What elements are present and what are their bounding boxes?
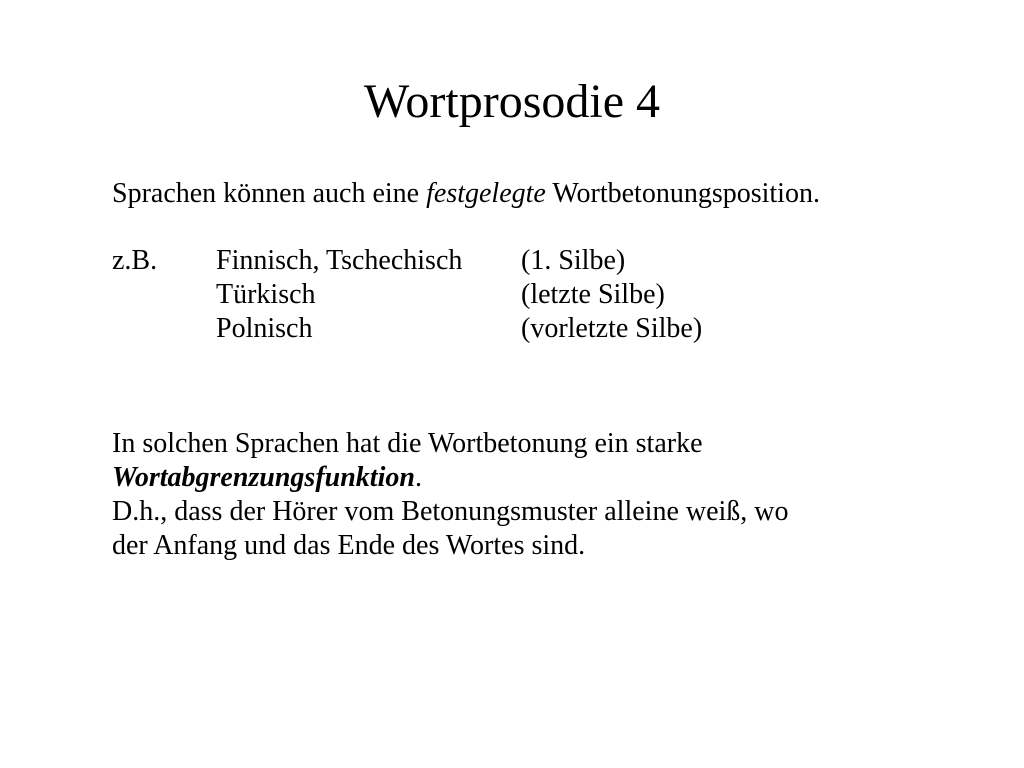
example-language: Türkisch [216,279,316,310]
example-stress-position: (1. Silbe) [521,245,626,276]
paragraph-line: der Anfang und das Ende des Wortes sind. [112,530,586,561]
intro-text-before: Sprachen können auch eine [112,178,427,209]
slide-title: Wortprosodie 4 [363,75,661,128]
paragraph-line: In solchen Sprachen hat die Wortbetonung ein starke [112,428,703,459]
intro-sentence [112,176,820,212]
intro-emphasis: festgelegte [426,178,546,209]
example-language: Finnisch, Tschechisch [216,245,463,276]
key-term-punctuation: . [414,462,422,493]
paragraph-line [112,461,912,495]
intro-text-after: Wortbetonungsposition. [545,178,820,209]
explanation-paragraph [112,427,912,563]
example-prefix: z.B. [112,245,158,276]
key-term: Wortabgrenzungsfunktion [112,462,415,493]
example-stress-position: (letzte Silbe) [521,279,665,310]
paragraph-line: D.h., dass der Hörer vom Betonungsmuster alleine weiß, wo [112,496,789,527]
example-language: Polnisch [216,313,313,344]
example-stress-position: (vorletzte Silbe) [521,313,703,344]
